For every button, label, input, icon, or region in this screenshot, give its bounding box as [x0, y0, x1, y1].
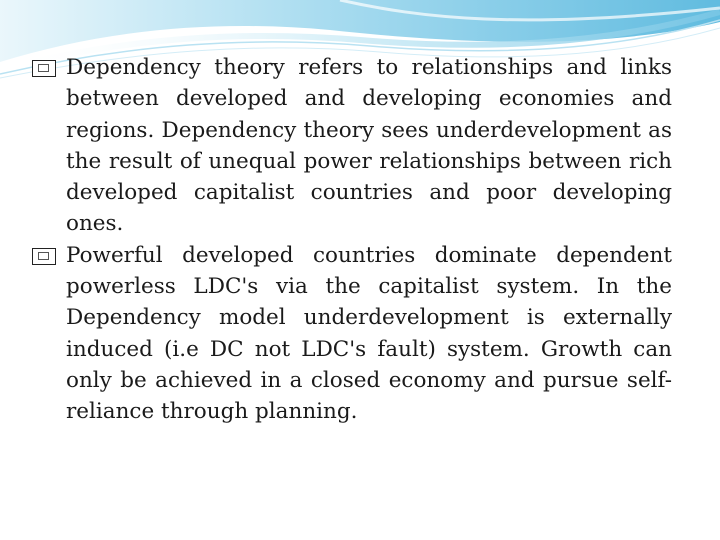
slide-body — [32, 52, 672, 428]
bullet-point-1 — [32, 52, 672, 240]
bullet-point-2 — [32, 240, 672, 428]
bullet-text-1: Dependency theory refers to relationships and links between developed and developing economies and regions. Dependency theory sees underdevelopment as the result of unequal power relationships between rich developed capitalist countries and poor developing ones. — [66, 55, 672, 237]
box-bullet-icon — [32, 248, 56, 265]
box-bullet-icon — [32, 60, 56, 77]
bullet-text-2: Powerful developed countries dominate dependent powerless LDC's via the capitalist system. In the Dependency model underdevelopment is externally induced (i.e DC not LDC's fault) system. Growth can only be achieved in a closed economy and pursue self-reliance through planning. — [66, 242, 672, 425]
